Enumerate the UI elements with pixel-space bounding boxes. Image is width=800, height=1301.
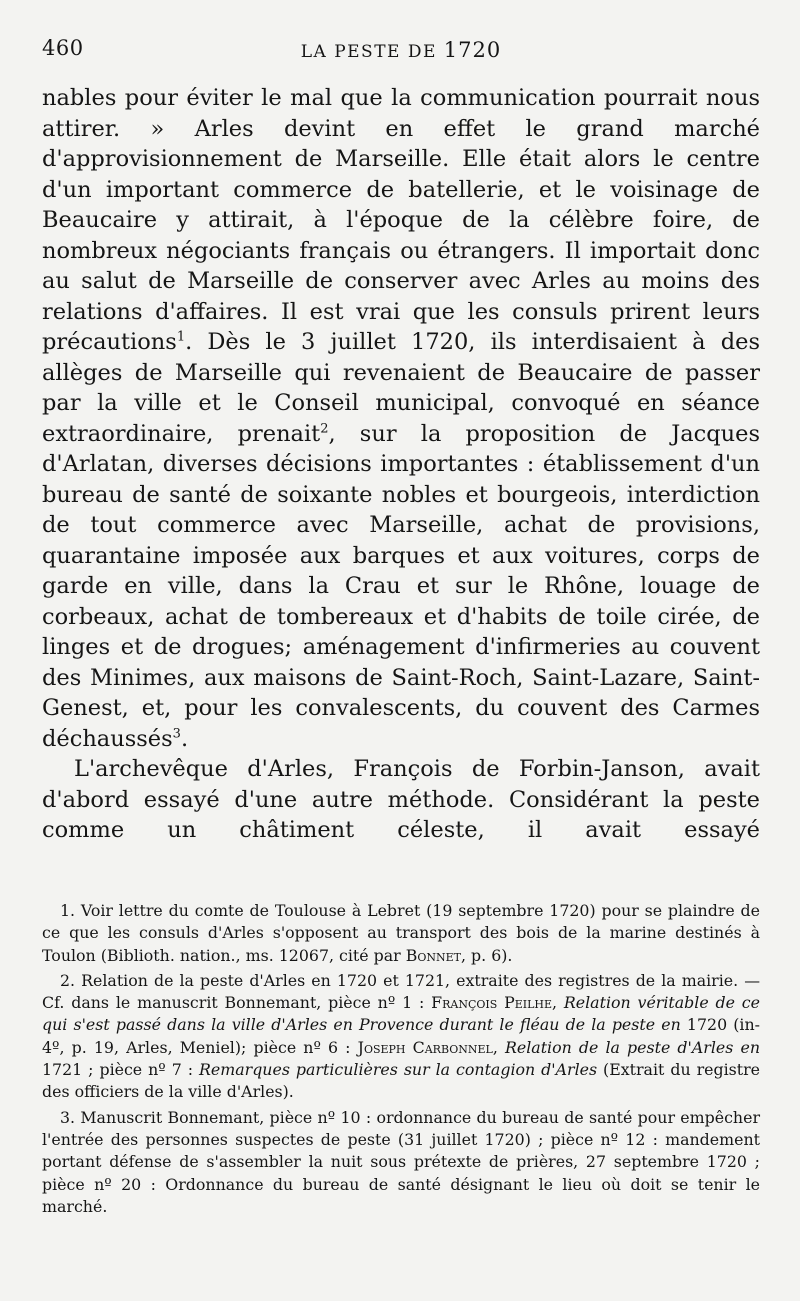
footnote-1 (42, 900, 760, 967)
footnote-1-text: 1. Voir lettre du comte de Toulouse à Lebret (19 septembre 1720) pour se plaindre de ce que les consuls d'Arles s'opposent au transport des bois de la marine destinés à Toulon (Biblioth. nation., ms. 12067, cité par (42, 901, 760, 965)
footnote-3: 3. Manuscrit Bonnemant, pièce nº 10 : ordonnance du bureau de santé pour empêcher l'entrée des personnes suspectes de peste (31 juillet 1720) ; pièce nº 12 : mandement portant défense de s'assembler la nuit sous prétexte de prières, 27 septembre 1720 ; pièce nº 20 : Ordonnance du bureau de santé désignant le lieu où doit se tenir le marché. (42, 1107, 760, 1216)
paragraph-1-part-d: . (180, 725, 189, 752)
paragraph-1-part-b: . Dès le 3 juillet 1720, ils interdisaient à des allèges de Marseille qui revenaient de Beaucaire de passer par la ville et le Conseil municipal, convoqué en séance extraordinaire, prenait (42, 329, 760, 447)
page-number: 460 (42, 36, 84, 60)
page-header (42, 36, 760, 66)
footnote-2-text-a: 2. Relation de la peste d'Arles en 1720 et 1721, extraite des registres de la mairie. — Cf. dans le manuscrit Bonnemant, pièce nº 1 : (42, 970, 760, 1013)
footnote-2-text-b: 1720 (in-4º, p. 19, Arles, Meniel); pièce nº 6 : (42, 1015, 760, 1057)
footnotes (42, 900, 760, 1221)
footnote-ref-2: 2 (320, 421, 329, 436)
running-title-text: LA PESTE DE (300, 42, 444, 62)
main-text (42, 83, 760, 846)
footnote-2-author-2: Joseph Carbonnel (357, 1037, 493, 1057)
paragraph-1-part-c: , sur la proposition de Jacques d'Arlatan, diverses décisions importantes : établissement d'un bureau de santé de soixante nobles et bourgeois, interdiction de tout commerce avec Marseille, achat de provisions, quarantaine imposée aux barques et aux voitures, corps de garde en ville, dans la Crau et sur le Rhône, louage de corbeaux, achat de tombereaux et d'habits de toile cirée, de linges et de drogues; aménagement d'infirmeries au couvent des Minimes, aux maisons de Saint-Roch, Saint-Lazare, Saint-Genest, et, pour les convalescents, du couvent des Carmes déchaussés (42, 420, 760, 752)
paragraph-1-part-a: nables pour éviter le mal que la communication pourrait nous attirer. » Arles devint en effet le grand marché d'approvisionnement de Marseille. Elle était alors le centre d'un important commerce de batellerie, et le voisinage de Beaucaire y attirait, à l'époque de la célèbre foire, de nombreux négociants français ou étrangers. Il importait donc au salut de Marseille de conserver avec Arles au moins des relations d'affaires. Il est vrai que les consuls prirent leurs précautions (42, 85, 760, 355)
footnote-2-text-d: (Extrait du registre des officiers de la ville d'Arles). (42, 1060, 761, 1102)
footnote-2-title-1: Relation véritable de ce qui s'est passé dans la ville d'Arles en Provence durant le fléau de la peste en (42, 993, 760, 1035)
footnote-2-title-2: Relation de la peste d'Arles en (504, 1037, 760, 1057)
paragraph-2: L'archevêque d'Arles, François de Forbin-Janson, avait d'abord essayé d'une autre méthode. Considérant la peste comme un châtiment céleste, il avait essayé (42, 756, 760, 843)
footnote-2-title-3: Remarques particulières sur la contagion d'Arles (199, 1060, 598, 1080)
running-title-year: 1720 (443, 38, 502, 62)
footnote-1-end: , p. 6). (461, 945, 513, 965)
paragraph-1 (42, 83, 760, 754)
footnote-2-sep-2: , (492, 1037, 505, 1057)
footnote-ref-1: 1 (176, 329, 186, 345)
footnote-2-text-c: 1721 ; pièce nº 7 : (42, 1060, 199, 1080)
footnote-ref-3: 3 (172, 726, 181, 741)
footnote-1-author: Bonnet (405, 945, 462, 965)
running-title (42, 38, 760, 62)
footnote-2-author-1: François Peilhe (431, 993, 553, 1013)
footnote-2 (42, 970, 760, 1104)
footnote-2-sep-1: , (552, 993, 564, 1013)
